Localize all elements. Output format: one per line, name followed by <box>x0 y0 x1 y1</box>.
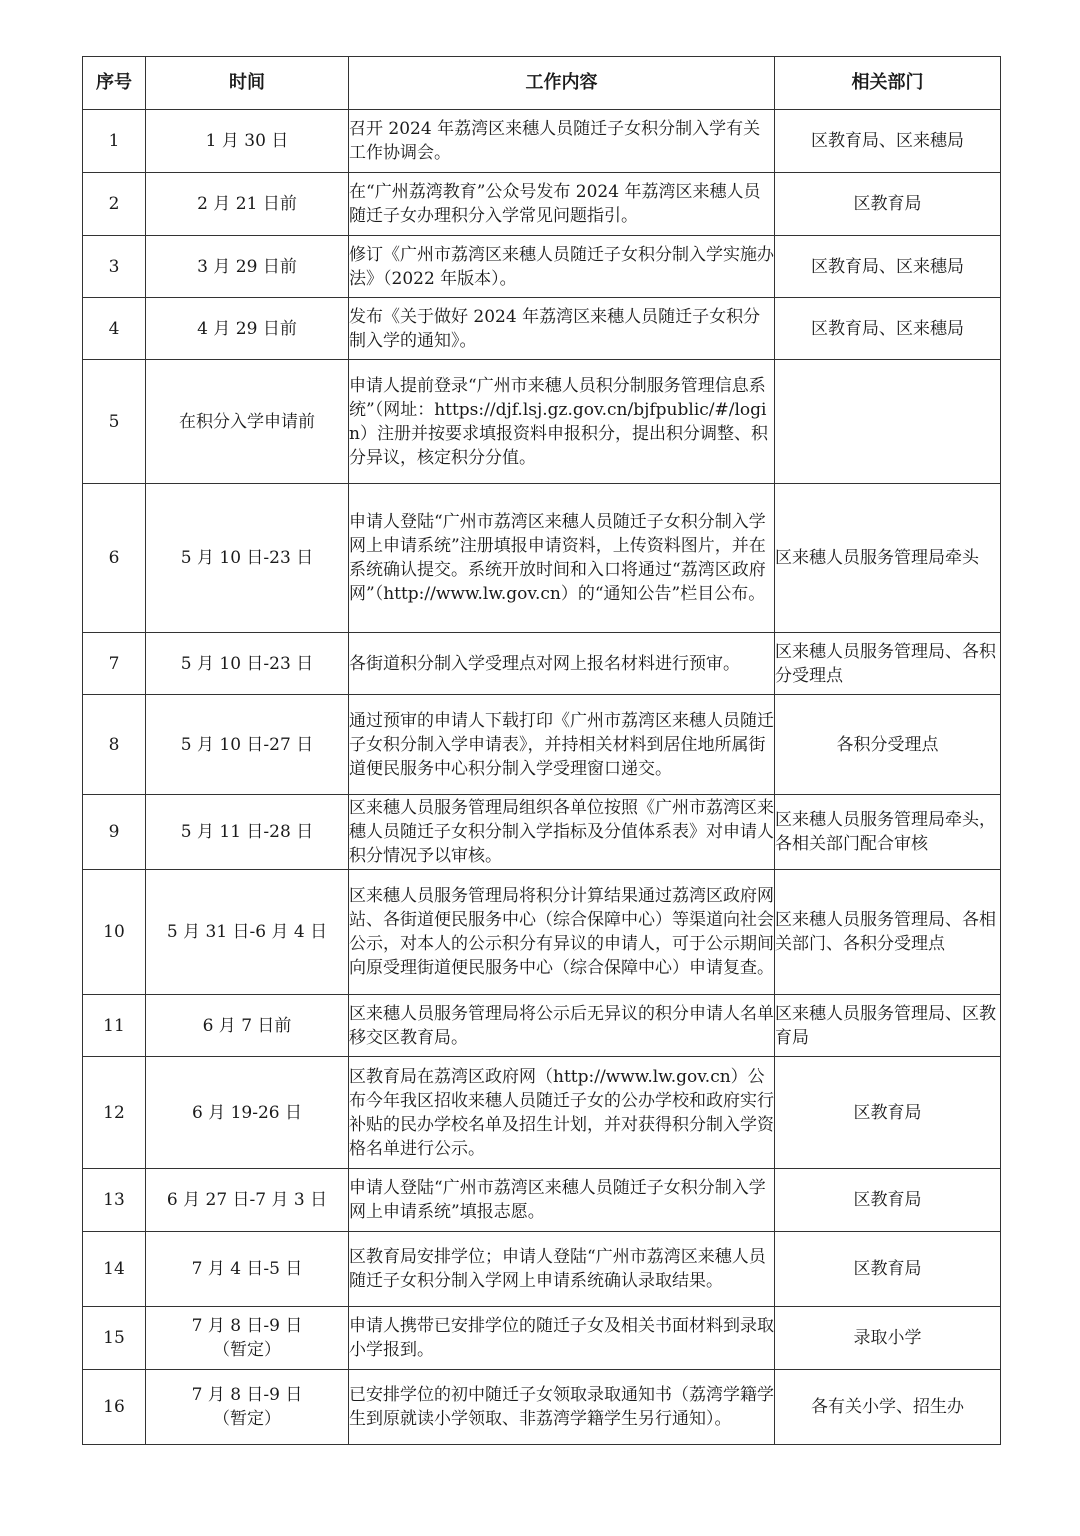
row-no: 7 <box>83 633 146 695</box>
table-row <box>83 695 1001 795</box>
row-no: 10 <box>83 870 146 995</box>
row-no: 12 <box>83 1057 146 1169</box>
row-no: 14 <box>83 1232 146 1307</box>
table-row <box>83 1232 1001 1307</box>
table-header-row <box>83 57 1001 110</box>
row-dept: 区来穗人员服务管理局牵头，各相关部门配合审核 <box>775 795 1001 870</box>
row-content: 申请人登陆“广州市荔湾区来穗人员随迁子女积分制入学网上申请系统”填报志愿。 <box>349 1169 775 1232</box>
table-row <box>83 795 1001 870</box>
table-row <box>83 995 1001 1057</box>
row-time: 4 月 29 日前 <box>146 298 349 360</box>
row-time: 5 月 10 日-27 日 <box>146 695 349 795</box>
row-no: 11 <box>83 995 146 1057</box>
row-no: 1 <box>83 110 146 173</box>
row-time: 7 月 8 日-9 日 （暂定） <box>146 1370 349 1445</box>
row-time: 5 月 10 日-23 日 <box>146 484 349 633</box>
row-dept: 区教育局、区来穗局 <box>775 236 1001 298</box>
table-row <box>83 484 1001 633</box>
table-row <box>83 633 1001 695</box>
row-time: 7 月 8 日-9 日 （暂定） <box>146 1307 349 1370</box>
row-dept: 区来穗人员服务管理局、区教育局 <box>775 995 1001 1057</box>
row-content: 申请人登陆“广州市荔湾区来穗人员随迁子女积分制入学网上申请系统”注册填报申请资料，上传资料图片，并在系统确认提交。系统开放时间和入口将通过“荔湾区政府网”（http://www.lw.gov.cn）的“通知公告”栏目公布。 <box>349 484 775 633</box>
table-row <box>83 173 1001 236</box>
table-row <box>83 870 1001 995</box>
row-dept: 区来穗人员服务管理局、各积分受理点 <box>775 633 1001 695</box>
header-no: 序号 <box>83 57 146 110</box>
row-dept: 各积分受理点 <box>775 695 1001 795</box>
header-content: 工作内容 <box>349 57 775 110</box>
row-no: 3 <box>83 236 146 298</box>
row-time: 5 月 31 日-6 月 4 日 <box>146 870 349 995</box>
row-content: 申请人携带已安排学位的随迁子女及相关书面材料到录取小学报到。 <box>349 1307 775 1370</box>
table-row <box>83 236 1001 298</box>
row-content: 修订《广州市荔湾区来穗人员随迁子女积分制入学实施办法》（2022 年版本）。 <box>349 236 775 298</box>
row-time: 3 月 29 日前 <box>146 236 349 298</box>
row-dept: 录取小学 <box>775 1307 1001 1370</box>
table-row <box>83 298 1001 360</box>
row-content: 在“广州荔湾教育”公众号发布 2024 年荔湾区来穗人员随迁子女办理积分入学常见问题指引。 <box>349 173 775 236</box>
row-dept: 区教育局 <box>775 173 1001 236</box>
row-content: 发布《关于做好 2024 年荔湾区来穗人员随迁子女积分制入学的通知》。 <box>349 298 775 360</box>
row-content: 区教育局在荔湾区政府网（http://www.lw.gov.cn）公布今年我区招收来穗人员随迁子女的公办学校和政府实行补贴的民办学校名单及招生计划，并对获得积分制入学资格名单进行公示。 <box>349 1057 775 1169</box>
row-content: 各街道积分制入学受理点对网上报名材料进行预审。 <box>349 633 775 695</box>
table-row <box>83 1169 1001 1232</box>
row-time: 6 月 19-26 日 <box>146 1057 349 1169</box>
row-time: 5 月 11 日-28 日 <box>146 795 349 870</box>
row-content: 区来穗人员服务管理局组织各单位按照《广州市荔湾区来穗人员随迁子女积分制入学指标及分值体系表》对申请人积分情况予以审核。 <box>349 795 775 870</box>
row-content: 申请人提前登录“广州市来穗人员积分制服务管理信息系统”（网址：https://djf.lsj.gz.gov.cn/bjfpublic/#/login）注册并按要求填报资料申报积分，提出积分调整、积分异议，核定积分分值。 <box>349 360 775 484</box>
row-no: 4 <box>83 298 146 360</box>
row-dept <box>775 360 1001 484</box>
header-time: 时间 <box>146 57 349 110</box>
table-row <box>83 1307 1001 1370</box>
row-time: 5 月 10 日-23 日 <box>146 633 349 695</box>
row-no: 6 <box>83 484 146 633</box>
row-content: 通过预审的申请人下载打印《广州市荔湾区来穗人员随迁子女积分制入学申请表》，并持相关材料到居住地所属街道便民服务中心积分制入学受理窗口递交。 <box>349 695 775 795</box>
row-dept: 区教育局 <box>775 1057 1001 1169</box>
row-dept: 区来穗人员服务管理局、各相关部门、各积分受理点 <box>775 870 1001 995</box>
schedule-table <box>82 56 1001 1445</box>
row-no: 16 <box>83 1370 146 1445</box>
row-time: 在积分入学申请前 <box>146 360 349 484</box>
row-dept: 区教育局 <box>775 1232 1001 1307</box>
row-time: 2 月 21 日前 <box>146 173 349 236</box>
table-row <box>83 360 1001 484</box>
row-no: 2 <box>83 173 146 236</box>
row-time: 6 月 7 日前 <box>146 995 349 1057</box>
row-no: 5 <box>83 360 146 484</box>
row-no: 9 <box>83 795 146 870</box>
row-dept: 区教育局、区来穗局 <box>775 298 1001 360</box>
row-no: 15 <box>83 1307 146 1370</box>
row-dept: 区教育局 <box>775 1169 1001 1232</box>
row-no: 13 <box>83 1169 146 1232</box>
row-dept: 区来穗人员服务管理局牵头 <box>775 484 1001 633</box>
row-time: 7 月 4 日-5 日 <box>146 1232 349 1307</box>
row-dept: 区教育局、区来穗局 <box>775 110 1001 173</box>
row-content: 区来穗人员服务管理局将积分计算结果通过荔湾区政府网站、各街道便民服务中心（综合保障中心）等渠道向社会公示，对本人的公示积分有异议的申请人，可于公示期间向原受理街道便民服务中心（综合保障中心）申请复查。 <box>349 870 775 995</box>
header-dept: 相关部门 <box>775 57 1001 110</box>
row-content: 召开 2024 年荔湾区来穗人员随迁子女积分制入学有关工作协调会。 <box>349 110 775 173</box>
row-content: 已安排学位的初中随迁子女领取录取通知书（荔湾学籍学生到原就读小学领取、非荔湾学籍学生另行通知）。 <box>349 1370 775 1445</box>
row-dept: 各有关小学、招生办 <box>775 1370 1001 1445</box>
row-content: 区来穗人员服务管理局将公示后无异议的积分申请人名单移交区教育局。 <box>349 995 775 1057</box>
row-time: 6 月 27 日-7 月 3 日 <box>146 1169 349 1232</box>
table-row <box>83 110 1001 173</box>
row-content: 区教育局安排学位；申请人登陆“广州市荔湾区来穗人员随迁子女积分制入学网上申请系统确认录取结果。 <box>349 1232 775 1307</box>
table-row <box>83 1057 1001 1169</box>
row-no: 8 <box>83 695 146 795</box>
table-row <box>83 1370 1001 1445</box>
row-time: 1 月 30 日 <box>146 110 349 173</box>
